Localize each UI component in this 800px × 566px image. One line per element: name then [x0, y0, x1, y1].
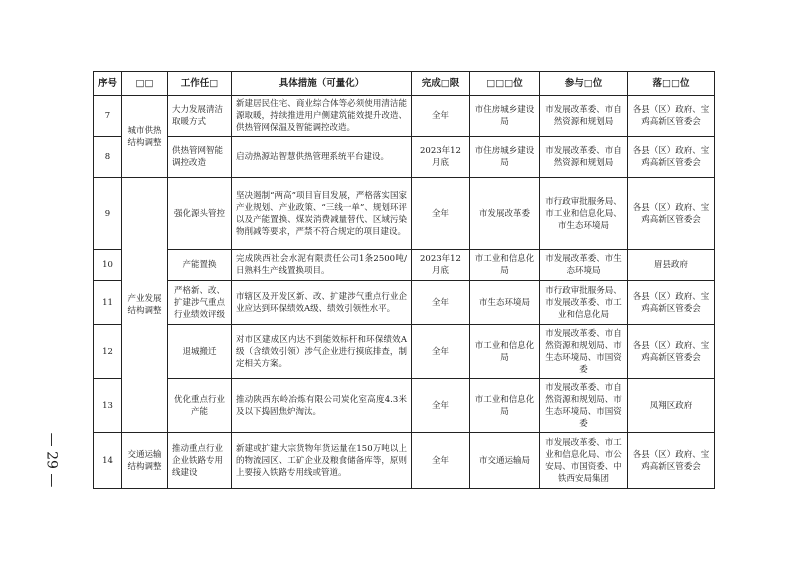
header-cell: 具体措施（可量化） [232, 72, 412, 96]
row-number: 14 [94, 433, 122, 489]
measure-cell: 完成陕西社会水泥有限责任公司1条2500吨/日熟料生产线置换项目。 [232, 250, 412, 281]
row-number: 10 [94, 250, 122, 281]
table-row [94, 137, 715, 178]
deadline-cell: 全年 [412, 96, 470, 137]
header-cell: □□□位 [470, 72, 540, 96]
lead-unit-cell: 市生态环境局 [470, 281, 540, 325]
table-row [94, 178, 715, 250]
deadline-cell: 2023年12月底 [412, 137, 470, 178]
row-number: 11 [94, 281, 122, 325]
table-row [94, 325, 715, 379]
row-number: 8 [94, 137, 122, 178]
deadline-cell: 全年 [412, 433, 470, 489]
lead-unit-cell: 市住房城乡建设局 [470, 137, 540, 178]
category-cell: 产业发展结构调整 [122, 178, 168, 433]
category-cell: 城市供热结构调整 [122, 96, 168, 178]
participating-unit-cell: 市发展改革委、市工业和信息化局、市公安局、市国资委、中铁西安局集团 [540, 433, 628, 489]
category-cell: 交通运输结构调整 [122, 433, 168, 489]
deadline-cell: 全年 [412, 178, 470, 250]
row-number: 13 [94, 379, 122, 433]
measure-cell: 新建居民住宅、商业综合体等必须使用清洁能源取暖，持续推进用户侧建筑能效提升改造、供热管网保温及智能调控改造。 [232, 96, 412, 137]
participating-unit-cell: 市发展改革委、市自然资源和规划局 [540, 96, 628, 137]
header-cell: 完成□限 [412, 72, 470, 96]
task-cell: 推动重点行业企业铁路专用线建设 [168, 433, 232, 489]
lead-unit-cell: 市工业和信息化局 [470, 379, 540, 433]
implementing-unit-cell: 各县（区）政府、宝鸡高新区管委会 [628, 433, 715, 489]
measure-cell: 启动热源站智慧供热管理系统平台建设。 [232, 137, 412, 178]
header-cell: 落□□位 [628, 72, 715, 96]
deadline-cell: 全年 [412, 379, 470, 433]
participating-unit-cell: 市发展改革委、市自然资源和规划局、市生态环境局、市国资委 [540, 379, 628, 433]
task-cell: 严格新、改、扩建涉气重点行业绩效评级 [168, 281, 232, 325]
table-row [94, 250, 715, 281]
header-cell: 序号 [94, 72, 122, 96]
deadline-cell: 2023年12月底 [412, 250, 470, 281]
measure-cell: 市辖区及开发区新、改、扩建涉气重点行业企业应达到环保绩效A级、绩效引领性水平。 [232, 281, 412, 325]
row-number: 12 [94, 325, 122, 379]
deadline-cell: 全年 [412, 325, 470, 379]
participating-unit-cell: 市发展改革委、市生态环境局 [540, 250, 628, 281]
header-cell: 参与□位 [540, 72, 628, 96]
implementing-unit-cell: 凤翔区政府 [628, 379, 715, 433]
page-number: — 29 — [43, 432, 59, 488]
lead-unit-cell: 市交通运输局 [470, 433, 540, 489]
implementing-unit-cell: 各县（区）政府、宝鸡高新区管委会 [628, 281, 715, 325]
task-cell: 产能置换 [168, 250, 232, 281]
participating-unit-cell: 市发展改革委、市自然资源和规划局、市生态环境局、市国资委 [540, 325, 628, 379]
measure-cell: 对市区建成区内达不到能效标杆和环保绩效A级（含绩效引领）涉气企业进行摸底排查，制定相关方案。 [232, 325, 412, 379]
implementing-unit-cell: 眉县政府 [628, 250, 715, 281]
header-cell: 工作任□ [168, 72, 232, 96]
lead-unit-cell: 市工业和信息化局 [470, 250, 540, 281]
participating-unit-cell: 市行政审批服务局、市工业和信息化局、市生态环境局 [540, 178, 628, 250]
task-cell: 强化源头管控 [168, 178, 232, 250]
row-number: 7 [94, 96, 122, 137]
task-cell: 优化重点行业产能 [168, 379, 232, 433]
implementing-unit-cell: 各县（区）政府、宝鸡高新区管委会 [628, 178, 715, 250]
measure-cell: 推动陕西东岭冶炼有限公司炭化室高度4.3米及以下捣固焦炉淘汰。 [232, 379, 412, 433]
table-row [94, 433, 715, 489]
participating-unit-cell: 市行政审批服务局、市发展改革委、市工业和信息化局 [540, 281, 628, 325]
table-row [94, 379, 715, 433]
task-cell: 供热管网智能调控改造 [168, 137, 232, 178]
implementing-unit-cell: 各县（区）政府、宝鸡高新区管委会 [628, 325, 715, 379]
table-row [94, 281, 715, 325]
table-row [94, 96, 715, 137]
implementing-unit-cell: 各县（区）政府、宝鸡高新区管委会 [628, 137, 715, 178]
deadline-cell: 全年 [412, 281, 470, 325]
row-number: 9 [94, 178, 122, 250]
task-cell: 大力发展清洁取暖方式 [168, 96, 232, 137]
lead-unit-cell: 市工业和信息化局 [470, 325, 540, 379]
task-cell: 退城搬迁 [168, 325, 232, 379]
lead-unit-cell: 市住房城乡建设局 [470, 96, 540, 137]
header-cell: □□ [122, 72, 168, 96]
participating-unit-cell: 市发展改革委、市自然资源和规划局 [540, 137, 628, 178]
measure-cell: 坚决遏制“两高”项目盲目发展，严格落实国家产业规划、产业政策、“三线一单”、规划环评以及产能置换、煤炭消费减量替代、区域污染物削减等要求，严禁不符合规定的项目建设。 [232, 178, 412, 250]
implementing-unit-cell: 各县（区）政府、宝鸡高新区管委会 [628, 96, 715, 137]
measure-cell: 新建或扩建大宗货物年货运量在150万吨以上的物流园区、工矿企业及粮食储备库等，原则上要接入铁路专用线或管道。 [232, 433, 412, 489]
task-table [93, 71, 715, 489]
lead-unit-cell: 市发展改革委 [470, 178, 540, 250]
table-header-row [94, 72, 715, 96]
